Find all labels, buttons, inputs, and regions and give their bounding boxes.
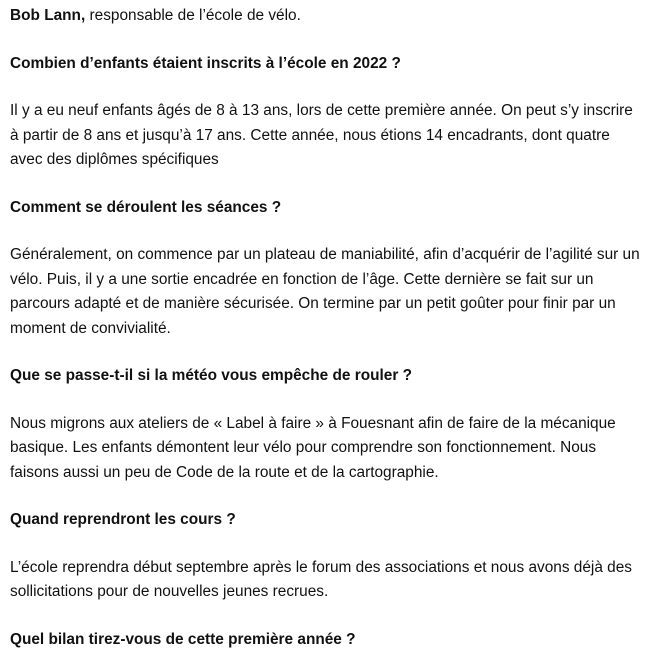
answer-4: L’école reprendra début septembre après le forum des associations et nous avons déjà des sollicitations pour de nouvelles jeunes recrues. (10, 556, 640, 605)
answer-3: Nous migrons aux ateliers de « Label à faire » à Fouesnant afin de faire de la mécanique basique. Les enfants démontent leur vélo pour comprendre son fonctionnement. Nous faisons aussi un peu de Code de la route et de la cartographie. (10, 412, 640, 486)
answer-2: Généralement, on commence par un plateau de maniabilité, afin d’acquérir de l’agilité sur un vélo. Puis, il y a une sortie encadrée en fonction de l’âge. Cette dernière se fait sur un parcours adapté et de manière sécurisée. On termine par un petit goûter pour finir par un moment de convivialité. (10, 243, 640, 341)
question-1: Combien d’enfants étaient inscrits à l’école en 2022 ? (10, 52, 640, 77)
interviewee-name: Bob Lann, (10, 7, 85, 24)
question-4: Quand reprendront les cours ? (10, 508, 640, 533)
question-5: Quel bilan tirez-vous de cette première année ? (10, 628, 640, 652)
article-body (10, 0, 640, 652)
answer-1: Il y a eu neuf enfants âgés de 8 à 13 ans, lors de cette première année. On peut s’y inscrire à partir de 8 ans et jusqu’à 17 ans. Cette année, nous étions 14 encadrants, dont quatre avec des diplômes spécifiques (10, 99, 640, 173)
interviewee-intro (10, 4, 640, 29)
question-2: Comment se déroulent les séances ? (10, 196, 640, 221)
question-3: Que se passe-t-il si la météo vous empêche de rouler ? (10, 364, 640, 389)
interviewee-role: responsable de l’école de vélo. (85, 7, 301, 24)
